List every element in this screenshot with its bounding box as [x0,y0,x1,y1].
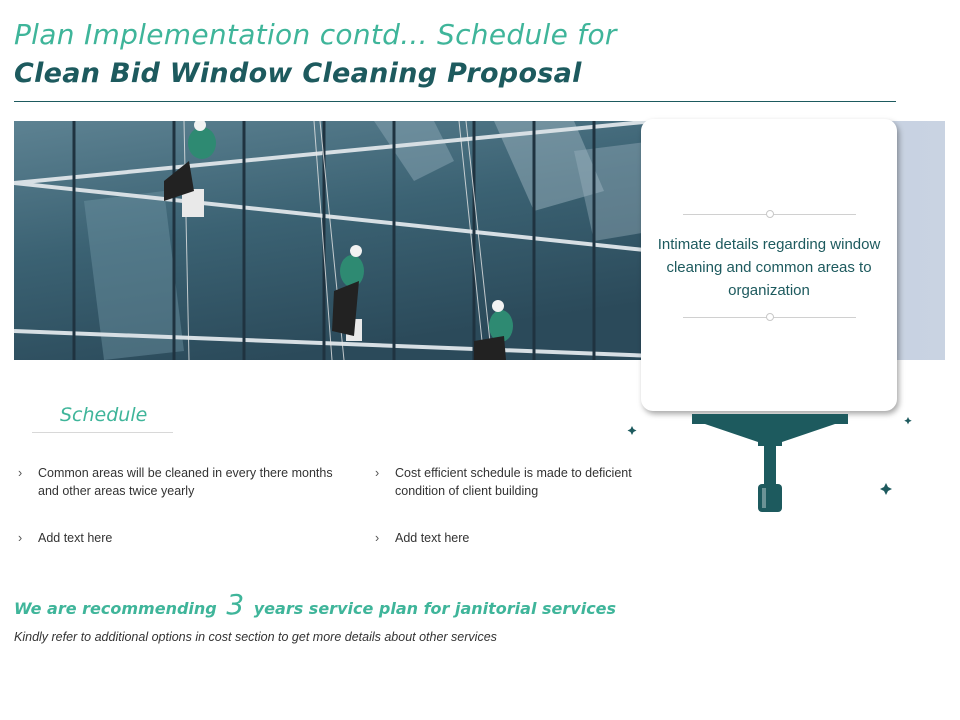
callout-bottom-dot [766,313,774,321]
schedule-item [14,529,334,547]
schedule-item [14,464,334,500]
schedule-divider [32,432,173,433]
recommendation-number: 3 [226,588,245,621]
callout-card [641,119,897,411]
schedule-heading: Schedule [60,404,148,426]
schedule-item-text: Add text here [395,531,470,545]
bullet-chevron-icon: › [375,466,380,480]
schedule-item-text: Common areas will be cleaned in every there months and other areas twice yearly [38,466,333,498]
bullet-chevron-icon: › [18,531,23,545]
sparkle-icon [880,483,892,495]
bullet-chevron-icon: › [18,466,23,480]
title-divider [14,101,896,102]
footnote: Kindly refer to additional options in cost section to get more details about other services [14,630,497,644]
sparkle-icon [628,426,637,435]
recommendation-prefix: We are recommending [14,599,217,618]
recommendation-suffix: years service plan for janitorial services [253,599,617,618]
callout-top-dot [766,210,774,218]
sparkle-icon [904,417,911,424]
schedule-item-text: Add text here [38,531,113,545]
recommendation [14,588,616,621]
title-line-2: Clean Bid Window Cleaning Proposal [14,58,582,89]
schedule-item-text: Cost efficient schedule is made to deficient condition of client building [395,466,632,498]
bullet-chevron-icon: › [375,531,380,545]
callout-text: Intimate details regarding window cleaning and common areas to organization [657,236,881,299]
schedule-item [371,464,671,500]
schedule-item [371,529,671,547]
title-line-1: Plan Implementation contd... Schedule for [14,18,617,51]
